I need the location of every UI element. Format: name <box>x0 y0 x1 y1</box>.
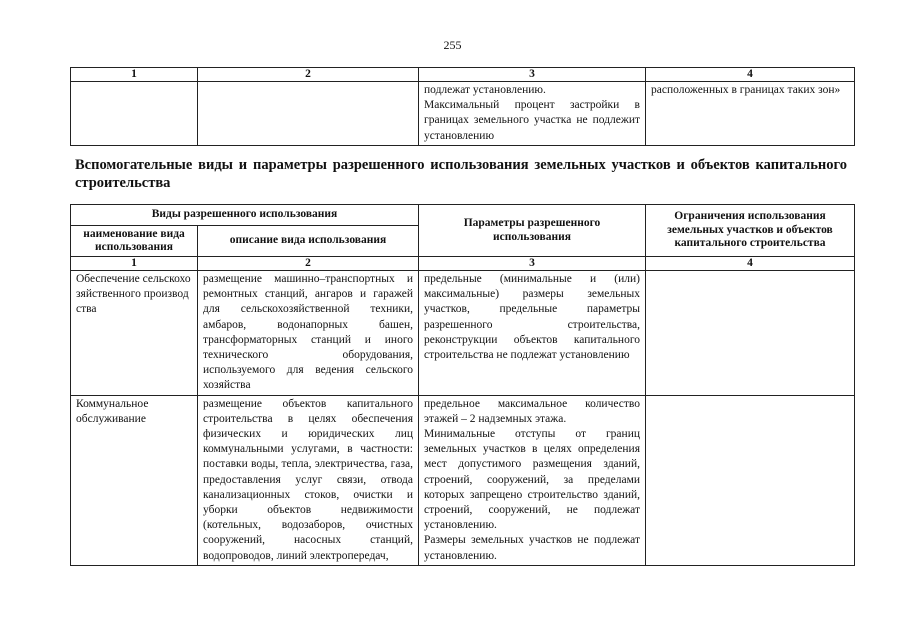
param-text: Размеры земельных участков не подлежат установлению. <box>424 534 640 562</box>
header-row <box>71 205 855 226</box>
continuation-table <box>70 67 855 146</box>
table-cell <box>198 82 419 146</box>
header-description: описание вида использования <box>198 226 419 257</box>
header-limits: Ограничения использования земельных участков и объектов капитального строительства <box>646 205 855 257</box>
cell-text: подлежат установлению. <box>424 84 546 96</box>
col-number: 1 <box>71 257 198 271</box>
col-number: 3 <box>419 68 646 82</box>
header-params: Параметры разрешенного использования <box>419 205 646 257</box>
col-number: 4 <box>646 68 855 82</box>
col-number: 2 <box>198 257 419 271</box>
column-number-row <box>71 257 855 271</box>
param-text: предельное максимальное количество этажей – 2 надземных этажа. <box>424 397 640 425</box>
col-number: 1 <box>71 68 198 82</box>
table-row <box>71 395 855 565</box>
header-name: наименование вида использования <box>71 226 198 257</box>
section-heading: Вспомогательные виды и параметры разрешенного использования земельных участков и объектов капитального строительства <box>75 157 847 191</box>
usage-params <box>419 395 646 565</box>
table-row <box>71 271 855 396</box>
cell-text: Максимальный процент застройки в границах земельного участка не подлежит установлению <box>424 99 640 142</box>
table-cell <box>419 82 646 146</box>
table-row <box>71 82 855 146</box>
header-usage-types: Виды разрешенного использования <box>71 205 419 226</box>
usage-params <box>419 271 646 396</box>
col-number: 4 <box>646 257 855 271</box>
usage-description: размещение машинно–транспортных и ремонтных станций, ангаров и гаражей для сельскохозяйственной техники, амбаров, водонапорных башен, трансформаторных станций и иного технического оборудования, используемого для ведения сельского хозяйства <box>198 271 419 396</box>
col-number: 2 <box>198 68 419 82</box>
table-cell <box>71 82 198 146</box>
col-number: 3 <box>419 257 646 271</box>
param-text: предельные (минимальные и (или) максимальные) размеры земельных участков, предельные параметры разрешенного строительства, реконструкции объектов капитального строительства не подлежат установлению <box>424 273 640 362</box>
table-cell: расположенных в границах таких зон» <box>646 82 855 146</box>
param-text: Минимальные отступы от границ земельных участков в целях определения мест допустимого размещения зданий, строений, сооружений, за пределами которых запрещено строительство зданий, строений, сооружений, не подлежат установлению. <box>424 428 640 532</box>
usage-limits <box>646 395 855 565</box>
usage-name: Коммунальное обслуживание <box>71 395 198 565</box>
usage-limits <box>646 271 855 396</box>
usage-description: размещение объектов капитального строительства в целях обеспечения физических и юридических лиц коммунальными услугами, в частности: поставки воды, тепла, электричества, газа, предоставления услуг связи, отвода канализационных стоков, очистки и уборки объектов недвижимости (котельных, водозаборов, очистных сооружений, насосных станций, водопроводов, линий электропередач, <box>198 395 419 565</box>
usage-name: Обеспечение сельскохозяйственного производства <box>71 271 198 396</box>
page-number: 255 <box>443 38 462 52</box>
column-number-row <box>71 68 855 82</box>
usage-table <box>70 204 855 566</box>
